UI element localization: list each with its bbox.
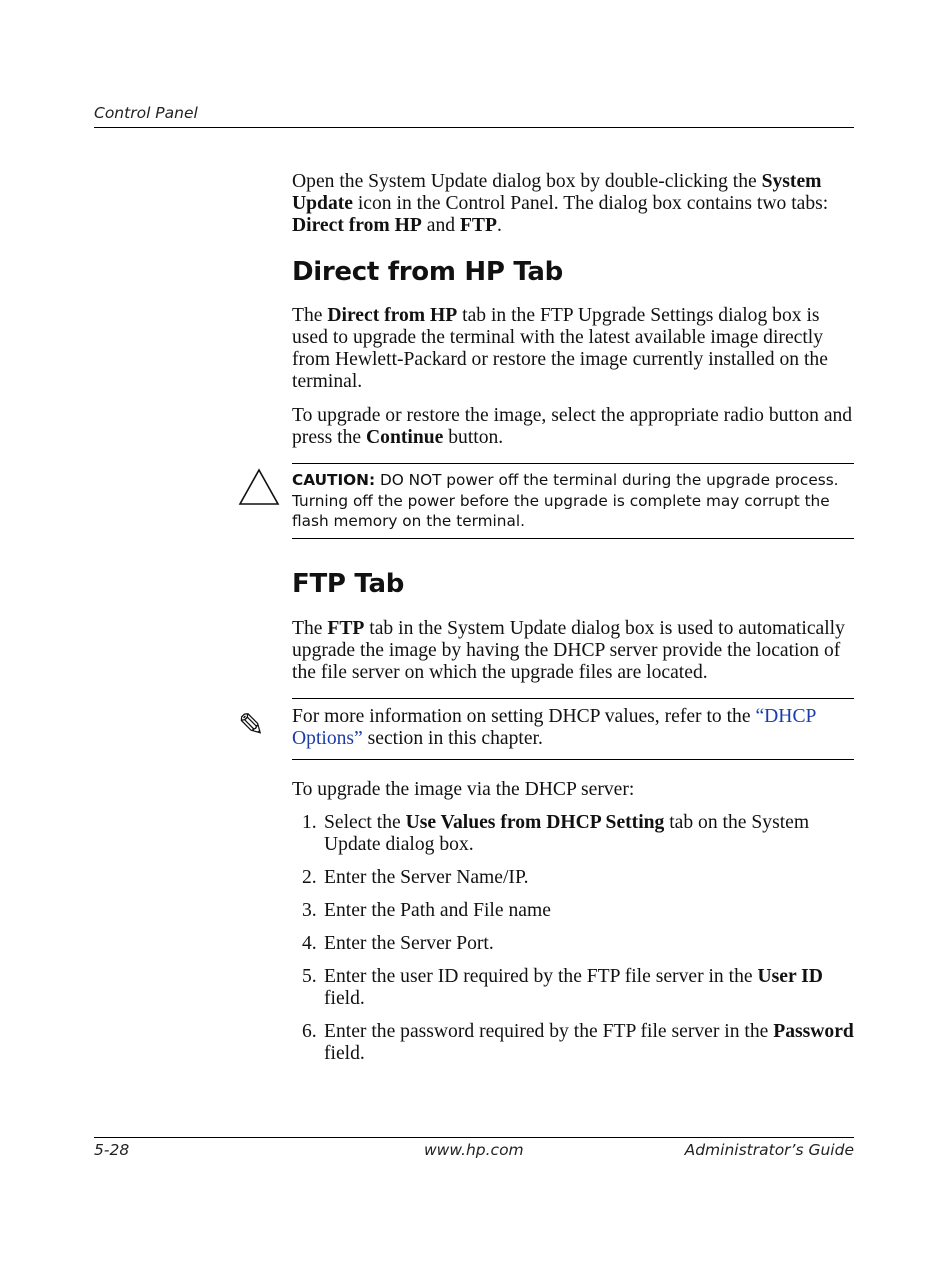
intro-bold-ftp: FTP [459,215,497,236]
list-item [292,867,854,889]
ftp-p1-text: tab in the System Update dialog box is used to automatically upgrade the image by having the DHCP server provide the location of the file server on which the upgrade files are located. [292,618,845,683]
pencil-note-icon: ✎ [238,706,265,744]
direct-paragraph-1 [292,305,854,393]
intro-bold-direct-from-hp: Direct from HP [292,215,422,236]
ftp-p1-text: The [292,618,328,639]
footer-guide-title: Administrator’s Guide [684,1141,854,1159]
footer-rule [94,1137,854,1138]
direct-p2-bold-continue: Continue [366,427,444,448]
caution-top-rule [292,463,854,464]
note-text: section in this chapter. [362,728,543,749]
heading-ftp-tab: FTP Tab [292,569,405,599]
intro-text: Open the System Update dialog box by double-clicking the [292,171,762,192]
intro-paragraph [292,171,854,237]
caution-text [292,470,854,532]
step-number: 6. [302,1021,317,1042]
header-rule [94,127,854,128]
caution-body: DO NOT power off the terminal during the upgrade process. Turning off the power before the upgrade is complete may corrupt the flash memory on the terminal. [292,471,839,530]
caution-bottom-rule [292,538,854,539]
note-bottom-rule [292,759,854,760]
footer-url[interactable]: www.hp.com [424,1141,524,1159]
step-bold: User ID [757,966,823,987]
step-number: 1. [302,812,317,833]
list-item [292,1021,854,1065]
procedure-steps [292,812,854,1065]
list-item [292,900,854,922]
note-paragraph [292,706,854,750]
step-number: 2. [302,867,317,888]
caution-triangle-icon [238,468,280,506]
intro-text: . [496,215,502,236]
direct-p1-text: tab in the FTP Upgrade Settings dialog box is used to upgrade the terminal with the latest available image directly from Hewlett-Packard or restore the image currently installed on the terminal. [292,305,828,392]
step-text: Enter the Server Port. [324,933,494,954]
heading-direct-from-hp: Direct from HP Tab [292,257,563,287]
step-text: Enter the Server Name/IP. [324,867,529,888]
note-text: For more information on setting DHCP values, refer to the [292,706,756,727]
ftp-paragraph-1 [292,618,854,684]
step-number: 3. [302,900,317,921]
intro-text: and [421,215,460,236]
step-text: Select the [324,812,406,833]
step-text: Enter the password required by the FTP file server in the [324,1021,774,1042]
direct-p2-text: To upgrade or restore the image, select the appropriate radio button and press the [292,405,853,448]
note-top-rule [292,698,854,699]
step-number: 4. [302,933,317,954]
step-number: 5. [302,966,317,987]
ftp-p1-bold: FTP [327,618,365,639]
running-head: Control Panel [94,104,198,122]
dhcp-options-link[interactable]: “DHCP Options” [292,706,816,749]
direct-p1-bold: Direct from HP [327,305,458,326]
list-item [292,933,854,955]
step-text: field. [324,988,365,1009]
step-bold: Use Values from DHCP Setting [405,812,665,833]
direct-paragraph-2 [292,405,854,449]
intro-bold-system-update: System Update [292,171,822,214]
direct-p1-text: The [292,305,328,326]
step-text: Enter the Path and File name [324,900,551,921]
step-text: tab on the System Update dialog box. [324,812,810,855]
caution-label: CAUTION: [292,471,376,489]
step-bold: Password [773,1021,854,1042]
procedure-intro: To upgrade the image via the DHCP server: [292,779,635,800]
direct-p2-text: button. [443,427,504,448]
step-text: Enter the user ID required by the FTP file server in the [324,966,758,987]
page-number: 5-28 [94,1141,130,1159]
list-item [292,812,854,856]
step-text: field. [324,1043,365,1064]
list-item [292,966,854,1010]
intro-text: icon in the Control Panel. The dialog box contains two tabs: [352,193,829,214]
